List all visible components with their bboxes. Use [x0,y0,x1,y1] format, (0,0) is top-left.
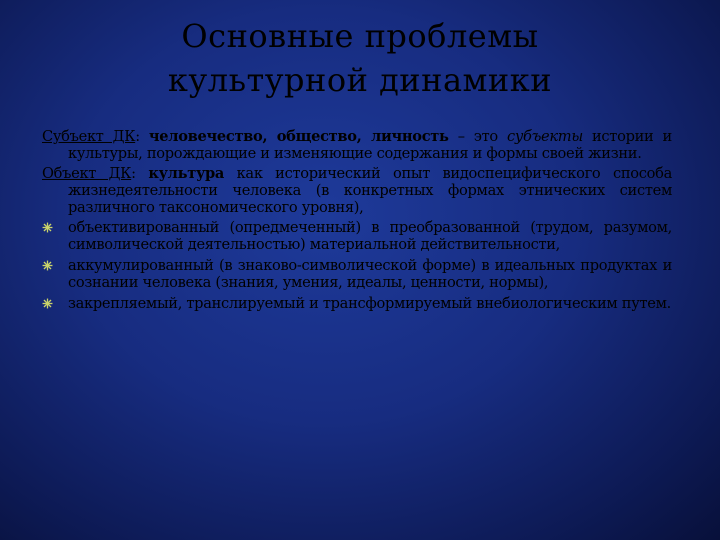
snowflake-bullet-icon [42,260,53,271]
bullet-text: аккумулированный (в знаково-символической форме) в идеальных продуктах и сознании человека (знания, умения, идеалы, ценности, нормы), [68,257,672,291]
bullet-text: объективированный (опредмеченный) в преобразованной (трудом, разумом, символической деятельностью) материальной действительности, [68,219,672,253]
snowflake-bullet-icon [42,222,53,233]
bullet-item [42,257,672,291]
object-label: Объект ДК [42,165,132,182]
subject-italic: субъекты [506,128,583,145]
title-line-2: культурной динамики [167,61,553,99]
title-line-1: Основные проблемы [181,17,539,55]
bullet-item [42,219,672,253]
object-sep: : [131,165,149,182]
object-bold: культура [148,165,225,182]
subject-mid: – это [448,128,507,145]
snowflake-bullet-icon [42,298,53,309]
subject-label: Субъект ДК [42,128,136,145]
slide-body [42,128,672,316]
bullet-text: закрепляемый, транслируемый и трансформируемый внебиологическим путем. [68,295,672,312]
subject-sep: : [135,128,149,145]
subject-rest: истории и культуры, порождающие и изменяющие содержания и формы своей жизни. [68,128,672,162]
object-paragraph [42,165,672,216]
bullet-item [42,295,672,312]
object-rest: как исторический опыт видоспецифического способа жизнедеятельности человека (в конкретных формах этнических систем различного таксономического уровня), [68,165,672,216]
slide-title [150,14,570,102]
subject-paragraph [42,128,672,162]
subject-bold: человечество, общество, личность [148,128,449,145]
